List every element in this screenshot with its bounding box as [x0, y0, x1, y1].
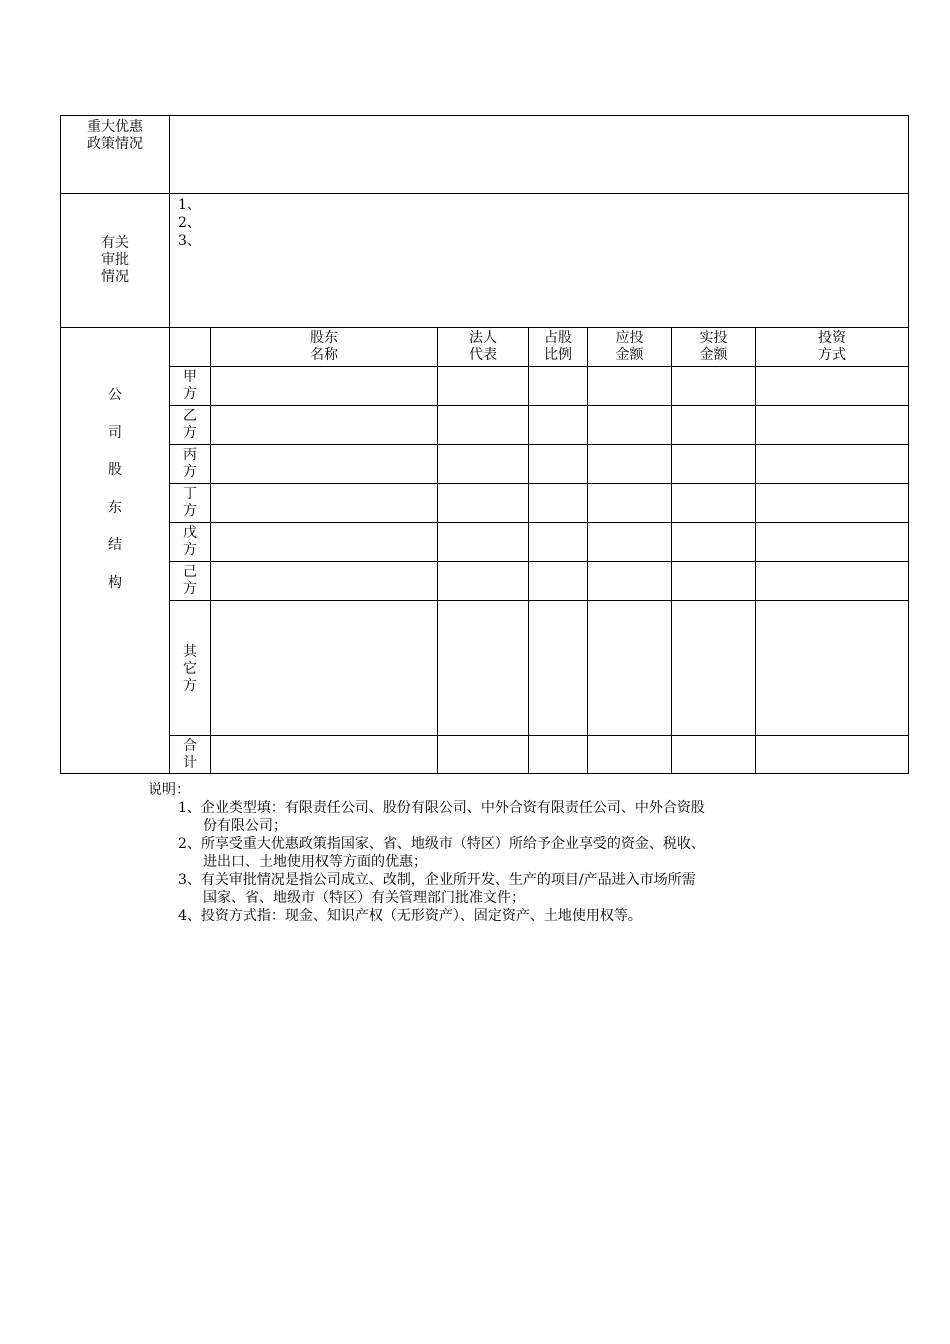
cell-due-amount[interactable]	[588, 562, 672, 601]
party-label-char: 己	[183, 564, 197, 580]
shareholder-label-char-5: 结	[108, 537, 122, 553]
header-due-amount-line-1: 应投	[615, 330, 644, 346]
cell-due-amount[interactable]	[588, 523, 672, 562]
cell-legal-rep[interactable]	[438, 445, 529, 484]
party-header-corner	[170, 328, 211, 367]
cell-total-legal-rep[interactable]	[438, 736, 529, 774]
party-label-bing	[170, 445, 211, 484]
cell-due-amount[interactable]	[588, 367, 672, 406]
note-item-1-cont: 份有限公司；	[203, 818, 287, 834]
approval-label-line-1: 有关	[101, 235, 129, 251]
party-label-char: 方	[183, 503, 197, 519]
party-label-yi	[170, 406, 211, 445]
cell-paid-amount[interactable]	[672, 601, 756, 736]
cell-total-investment-method[interactable]	[756, 736, 909, 774]
table-row	[61, 523, 909, 562]
party-label-char: 方	[183, 425, 197, 441]
party-label-char: 合	[183, 738, 197, 754]
approval-label	[61, 194, 170, 328]
shareholder-label-char-6: 构	[108, 574, 122, 591]
shareholder-structure-label	[61, 328, 170, 774]
header-paid-amount-line-1: 实投	[699, 330, 728, 346]
cell-shareholder-name[interactable]	[211, 562, 438, 601]
company-info-form	[60, 115, 909, 774]
cell-total-due-amount[interactable]	[588, 736, 672, 774]
table-row	[61, 484, 909, 523]
policy-label-line-2: 政策情况	[87, 136, 143, 152]
header-investment-method-line-1: 投资	[818, 330, 846, 346]
party-label-char: 甲	[183, 369, 197, 385]
header-paid-amount	[672, 328, 756, 367]
cell-shareholder-name[interactable]	[211, 601, 438, 736]
cell-paid-amount[interactable]	[672, 445, 756, 484]
cell-share-ratio[interactable]	[529, 367, 588, 406]
party-label-char: 乙	[183, 408, 197, 424]
header-due-amount-line-2: 金额	[615, 347, 644, 363]
cell-investment-method[interactable]	[756, 562, 909, 601]
cell-due-amount[interactable]	[588, 484, 672, 523]
cell-legal-rep[interactable]	[438, 523, 529, 562]
party-label-char: 丙	[183, 447, 197, 463]
cell-shareholder-name[interactable]	[211, 445, 438, 484]
party-label-char: 其	[183, 643, 197, 660]
cell-legal-rep[interactable]	[438, 601, 529, 736]
cell-total-paid-amount[interactable]	[672, 736, 756, 774]
cell-legal-rep[interactable]	[438, 406, 529, 445]
note-item-2-cont: 进出口、土地使用权等方面的优惠；	[203, 854, 427, 870]
shareholder-label-char-3: 股	[108, 462, 122, 478]
note-item-4: 4、投资方式指：现金、知识产权（无形资产）、固定资产、土地使用权等。	[178, 908, 642, 924]
cell-legal-rep[interactable]	[438, 484, 529, 523]
cell-investment-method[interactable]	[756, 445, 909, 484]
party-label-wu	[170, 523, 211, 562]
header-legal-rep	[438, 328, 529, 367]
policy-row	[61, 116, 909, 194]
policy-field[interactable]	[170, 116, 909, 194]
cell-paid-amount[interactable]	[672, 406, 756, 445]
cell-due-amount[interactable]	[588, 445, 672, 484]
cell-paid-amount[interactable]	[672, 562, 756, 601]
party-label-char: 计	[183, 755, 197, 771]
shareholder-label-char-1: 公	[108, 387, 122, 403]
approval-field[interactable]	[170, 194, 909, 328]
party-label-char: 方	[183, 581, 197, 597]
cell-investment-method[interactable]	[756, 523, 909, 562]
party-label-char: 方	[183, 677, 197, 694]
cell-paid-amount[interactable]	[672, 367, 756, 406]
header-due-amount	[588, 328, 672, 367]
header-share-ratio-line-2: 比例	[544, 347, 572, 363]
total-row	[61, 736, 909, 774]
table-row	[61, 601, 909, 736]
header-investment-method-line-2: 方式	[818, 347, 846, 363]
notes-section	[148, 781, 828, 925]
header-share-ratio-line-1: 占股	[544, 330, 572, 346]
shareholder-header-row	[61, 328, 909, 367]
cell-total-share-ratio[interactable]	[529, 736, 588, 774]
header-legal-rep-line-1: 法人	[469, 330, 497, 346]
party-label-char: 戊	[183, 525, 197, 541]
approval-item-3: 3、	[178, 233, 201, 249]
party-label-char: 方	[183, 542, 197, 558]
cell-investment-method[interactable]	[756, 367, 909, 406]
shareholder-label-char-2: 司	[108, 424, 122, 441]
table-row	[61, 406, 909, 445]
party-label-other	[170, 601, 211, 736]
cell-shareholder-name[interactable]	[211, 367, 438, 406]
header-investment-method	[756, 328, 909, 367]
table-row	[61, 562, 909, 601]
cell-investment-method[interactable]	[756, 484, 909, 523]
cell-share-ratio[interactable]	[529, 562, 588, 601]
cell-shareholder-name[interactable]	[211, 523, 438, 562]
party-label-ji	[170, 562, 211, 601]
party-label-char: 方	[183, 464, 197, 480]
policy-label	[61, 116, 170, 194]
approval-row	[61, 194, 909, 328]
cell-investment-method[interactable]	[756, 406, 909, 445]
cell-share-ratio[interactable]	[529, 484, 588, 523]
note-item-1: 1、企业类型填：有限责任公司、股份有限公司、中外合资有限责任公司、中外合资股	[178, 800, 705, 816]
party-label-char: 丁	[183, 486, 197, 502]
notes-title: 说明：	[148, 782, 190, 798]
approval-item-1: 1、	[178, 197, 201, 213]
cell-shareholder-name[interactable]	[211, 484, 438, 523]
header-shareholder-name	[211, 328, 438, 367]
approval-label-line-2: 审批	[101, 252, 129, 268]
approval-item-2: 2、	[178, 215, 201, 231]
party-label-total	[170, 736, 211, 774]
table-row	[61, 445, 909, 484]
header-legal-rep-line-2: 代表	[469, 347, 497, 363]
header-shareholder-name-line-1: 股东	[310, 330, 338, 346]
policy-label-line-1: 重大优惠	[87, 119, 143, 135]
cell-legal-rep[interactable]	[438, 367, 529, 406]
party-label-ding	[170, 484, 211, 523]
cell-share-ratio[interactable]	[529, 445, 588, 484]
cell-due-amount[interactable]	[588, 601, 672, 736]
note-item-2: 2、所享受重大优惠政策指国家、省、地级市（特区）所给予企业享受的资金、税收、	[178, 836, 705, 852]
cell-shareholder-name[interactable]	[211, 406, 438, 445]
header-share-ratio	[529, 328, 588, 367]
note-item-3-cont: 国家、省、地级市（特区）有关管理部门批准文件；	[203, 890, 525, 906]
cell-share-ratio[interactable]	[529, 523, 588, 562]
shareholder-label-char-4: 东	[108, 499, 122, 516]
approval-label-line-3: 情况	[101, 269, 129, 285]
cell-investment-method[interactable]	[756, 601, 909, 736]
cell-legal-rep[interactable]	[438, 562, 529, 601]
header-shareholder-name-line-2: 名称	[310, 347, 338, 363]
table-row	[61, 367, 909, 406]
cell-due-amount[interactable]	[588, 406, 672, 445]
cell-total-shareholder-name[interactable]	[211, 736, 438, 774]
party-label-char: 它	[183, 660, 197, 677]
cell-share-ratio[interactable]	[529, 601, 588, 736]
header-paid-amount-line-2: 金额	[699, 347, 728, 363]
cell-paid-amount[interactable]	[672, 484, 756, 523]
party-label-char: 方	[183, 386, 197, 402]
party-label-jia	[170, 367, 211, 406]
cell-paid-amount[interactable]	[672, 523, 756, 562]
note-item-3: 3、有关审批情况是指公司成立、改制，企业所开发、生产的项目/产品进入市场所需	[178, 872, 696, 888]
cell-share-ratio[interactable]	[529, 406, 588, 445]
